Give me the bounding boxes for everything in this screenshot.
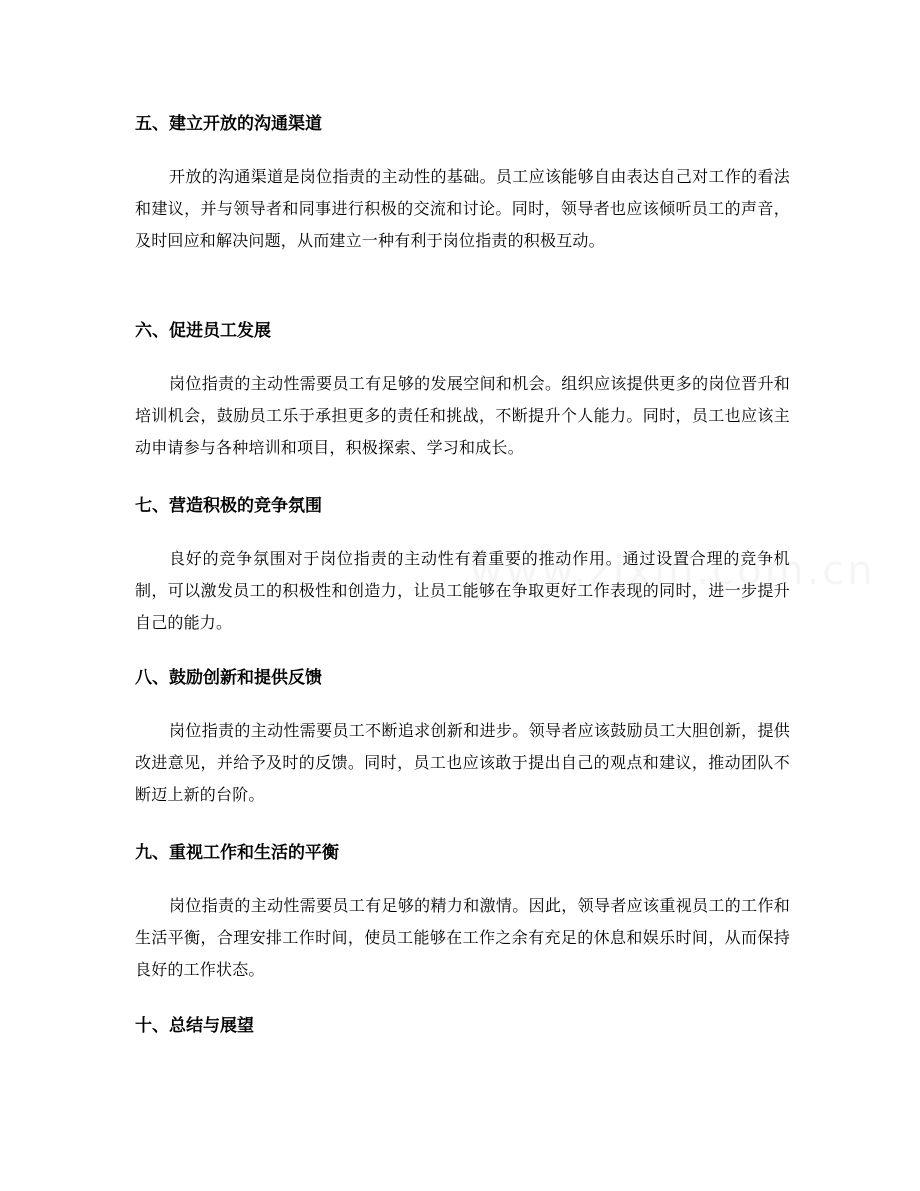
section-heading: 五、建立开放的沟通渠道 xyxy=(135,114,322,134)
section-6 xyxy=(135,320,790,464)
section-8 xyxy=(135,667,790,811)
section-9 xyxy=(135,842,790,986)
section-paragraph: 岗位指责的主动性需要员工有足够的发展空间和机会。组织应该提供更多的岗位晋升和培训机会，鼓励员工乐于承担更多的责任和挑战，不断提升个人能力。同时，员工也应该主动申请参与各种培训和项目，积极探索、学习和成长。 xyxy=(135,374,790,457)
section-7 xyxy=(135,495,790,639)
section-paragraph: 岗位指责的主动性需要员工有足够的精力和激情。因此，领导者应该重视员工的工作和生活平衡，合理安排工作时间，使员工能够在工作之余有充足的休息和娱乐时间，从而保持良好的工作状态。 xyxy=(135,896,790,979)
section-heading: 八、鼓励创新和提供反馈 xyxy=(135,668,322,688)
section-paragraph: 良好的竞争氛围对于岗位指责的主动性有着重要的推动作用。通过设置合理的竞争机制，可以激发员工的积极性和创造力，让员工能够在争取更好工作表现的同时，进一步提升自己的能力。 xyxy=(135,549,790,632)
section-5 xyxy=(135,113,790,257)
section-paragraph: 岗位指责的主动性需要员工不断追求创新和进步。领导者应该鼓励员工大胆创新，提供改进意见，并给予及时的反馈。同时，员工也应该敢于提出自己的观点和建议，推动团队不断迈上新的台阶。 xyxy=(135,721,790,804)
section-heading: 九、重视工作和生活的平衡 xyxy=(135,843,339,863)
section-heading: 七、营造积极的竞争氛围 xyxy=(135,496,322,516)
section-10 xyxy=(135,1015,790,1037)
section-heading: 十、总结与展望 xyxy=(135,1016,254,1036)
section-heading: 六、促进员工发展 xyxy=(135,321,271,341)
section-paragraph: 开放的沟通渠道是岗位指责的主动性的基础。员工应该能够自由表达自己对工作的看法和建议，并与领导者和同事进行积极的交流和讨论。同时，领导者也应该倾听员工的声音，及时回应和解决问题，从而建立一种有利于岗位指责的积极互动。 xyxy=(135,167,790,250)
